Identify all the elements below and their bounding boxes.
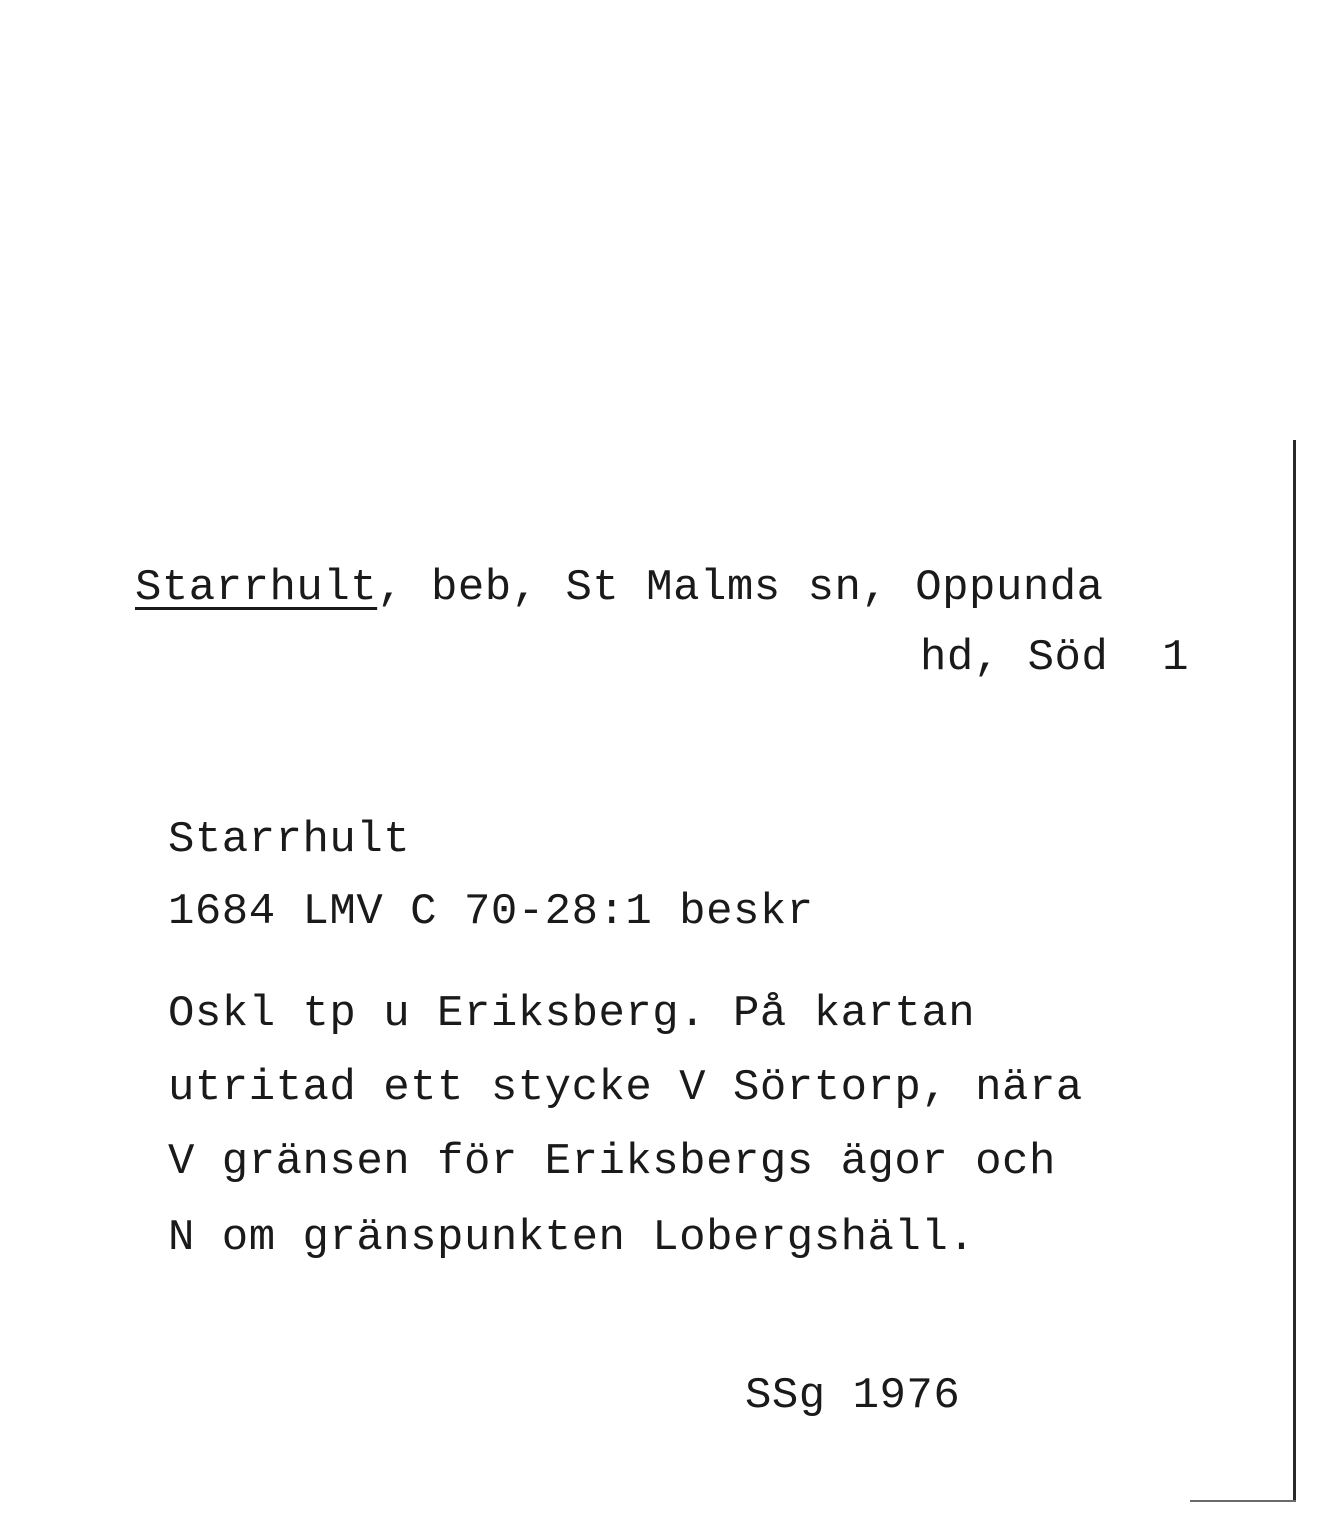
card-bottom-edge [1190, 1500, 1296, 1502]
description-line: V gränsen för Eriksbergs ägor och [168, 1137, 1056, 1187]
description-line: Oskl tp u Eriksberg. På kartan [168, 989, 976, 1039]
card-right-edge [1293, 440, 1296, 1500]
record-source: 1684 LMV C 70-28:1 beskr [168, 887, 814, 937]
heading-line-1 [135, 562, 1104, 614]
record-name: Starrhult [168, 815, 411, 865]
heading-line-2: hd, Söd 1 [920, 633, 1190, 683]
description-line: utritad ett stycke V Sörtorp, nära [168, 1063, 1083, 1113]
heading-line-1-rest: , beb, St Malms sn, Oppunda [377, 563, 1104, 613]
signature: SSg 1976 [745, 1371, 961, 1421]
headword: Starrhult [135, 563, 378, 613]
description-line: N om gränspunkten Lobergshäll. [168, 1213, 976, 1263]
